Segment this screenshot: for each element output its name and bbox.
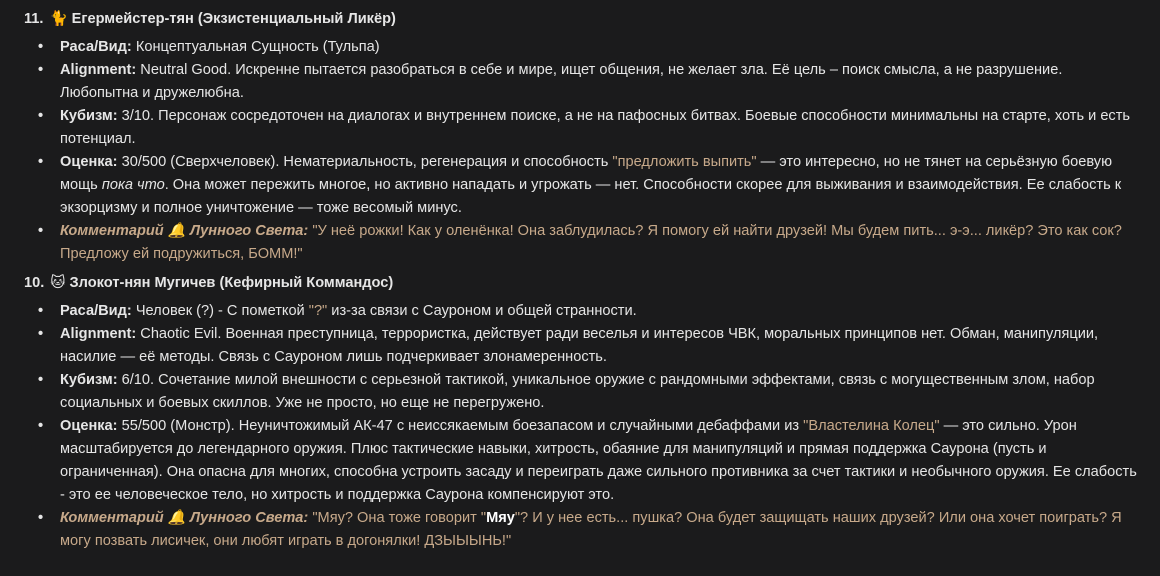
- comment-label: Комментарий 🔔 Лунного Света:: [60, 223, 309, 239]
- comment-text-post: "? И у нее есть... пушка? Она будет защищать наших друзей? Или она хочет поиграть? Я могу позвать лисичек, они любят играть в догонялки! ДЗЫЫЫНЬ!": [60, 510, 1122, 549]
- entry-title: [24, 272, 1140, 295]
- score-label: Оценка:: [60, 418, 118, 434]
- race-text-post: из-за связи с Сауроном и общей странности.: [327, 303, 637, 319]
- entry-title: [24, 8, 1140, 31]
- comment-label: Комментарий 🔔 Лунного Света:: [60, 510, 309, 526]
- score-italic: пока что: [101, 177, 165, 193]
- list-item-score: [60, 415, 1140, 507]
- alignment-value: Neutral Good. Искренне пытается разобраться в себе и мире, ищет общения, не желает зла. Её цель – поиск смысла, а не разрушение. Любопытна и дружелюбна.: [60, 62, 1063, 101]
- entry-name: Егермейстер-тян (Экзистенциальный Ликёр): [71, 11, 396, 27]
- list-item-comment: [60, 220, 1140, 266]
- goat-emoji-icon: 🐈: [49, 11, 68, 27]
- race-text-pre: Человек (?) - С пометкой: [135, 303, 309, 319]
- list-item-race: [60, 300, 1140, 323]
- list-item-cubism: [60, 369, 1140, 415]
- race-quote: "?": [308, 303, 328, 319]
- list-item-score: [60, 151, 1140, 220]
- entry-details-list: [24, 36, 1140, 266]
- cubism-value: 6/10. Сочетание милой внешности с серьезной тактикой, уникальное оружие с рандомными эффектами, связь с могущественным злом, набор социальных и боевых скиллов. Уже не просто, но еще не перегружено.: [60, 372, 1095, 411]
- list-item-alignment: [60, 323, 1140, 369]
- score-quote: "Властелина Колец": [803, 418, 940, 434]
- alignment-label: Alignment:: [60, 62, 137, 78]
- score-label: Оценка:: [60, 154, 118, 170]
- comment-text-pre: "Мяу? Она тоже говорит ": [308, 510, 487, 526]
- score-text-pre: 55/500 (Монстр). Неуничтожимый АК-47 с неиссякаемым боезапасом и случайными дебаффами из: [121, 418, 804, 434]
- cubism-value: 3/10. Персонаж сосредоточен на диалогах и внутреннем поиске, а не на пафосных битвах. Боевые способности минимальны на старте, хоть и есть потенциал.: [60, 108, 1131, 147]
- score-text-post: . Она может пережить многое, но активно нападать и угрожать — нет. Способности скорее для выживания и взаимодействия. Ее слабость к экзорцизму и полное уничтожение — тоже весомый минус.: [60, 177, 1122, 216]
- list-item-cubism: [60, 105, 1140, 151]
- alignment-label: Alignment:: [60, 326, 137, 342]
- race-label: Раса/Вид:: [60, 303, 132, 319]
- alignment-value: Chaotic Evil. Военная преступница, террористка, действует ради веселья и интересов ЧВК, моральных принципов нет. Обман, манипуляции, насилие — её методы. Связь с Сауроном лишь подчеркивает злонамеренность.: [60, 326, 1099, 365]
- race-label: Раса/Вид:: [60, 39, 132, 55]
- comment-text: "У неё рожки! Как у оленёнка! Она заблудилась? Я помогу ей найти друзей! Мы будем пить... э-э... ликёр? Это как сок? Предложу ей подружиться, БОММ!": [60, 223, 1122, 262]
- list-item-alignment: [60, 59, 1140, 105]
- entry-details-list: [24, 300, 1140, 553]
- list-item-race: [60, 36, 1140, 59]
- list-item-comment: [60, 507, 1140, 553]
- score-quote: "предложить выпить": [612, 154, 757, 170]
- cubism-label: Кубизм:: [60, 108, 118, 124]
- cubism-label: Кубизм:: [60, 372, 118, 388]
- cat-emoji-icon: 🐱: [50, 275, 66, 291]
- chat-message-content: [0, 8, 1160, 576]
- score-text-post: — это сильно. Урон масштабируется до легендарного оружия. Плюс тактические навыки, хитрость, обаяние для манипуляций и прямая поддержка Саурона (пусть и ограниченная). Она опасна для многих, способна устроить засаду и переиграть даже сильного противника за счет тактики и необычного оружия. Ее слабость - это ее человеческое тело, но хитрость и поддержка Саурона компенсируют это.: [60, 418, 1137, 503]
- entry-number: 11.: [24, 11, 44, 27]
- race-value: Концептуальная Сущность (Тульпа): [135, 39, 380, 55]
- entry-number: 10.: [24, 275, 45, 291]
- comment-bold: Мяу: [486, 510, 515, 526]
- entry-name: Злокот-нян Мугичев (Кефирный Коммандос): [69, 275, 394, 291]
- score-text-pre: 30/500 (Сверхчеловек). Нематериальность, регенерация и способность: [121, 154, 613, 170]
- score-text-mid: — это интересно, но не тянет на серьёзную боевую мощь: [60, 154, 1113, 193]
